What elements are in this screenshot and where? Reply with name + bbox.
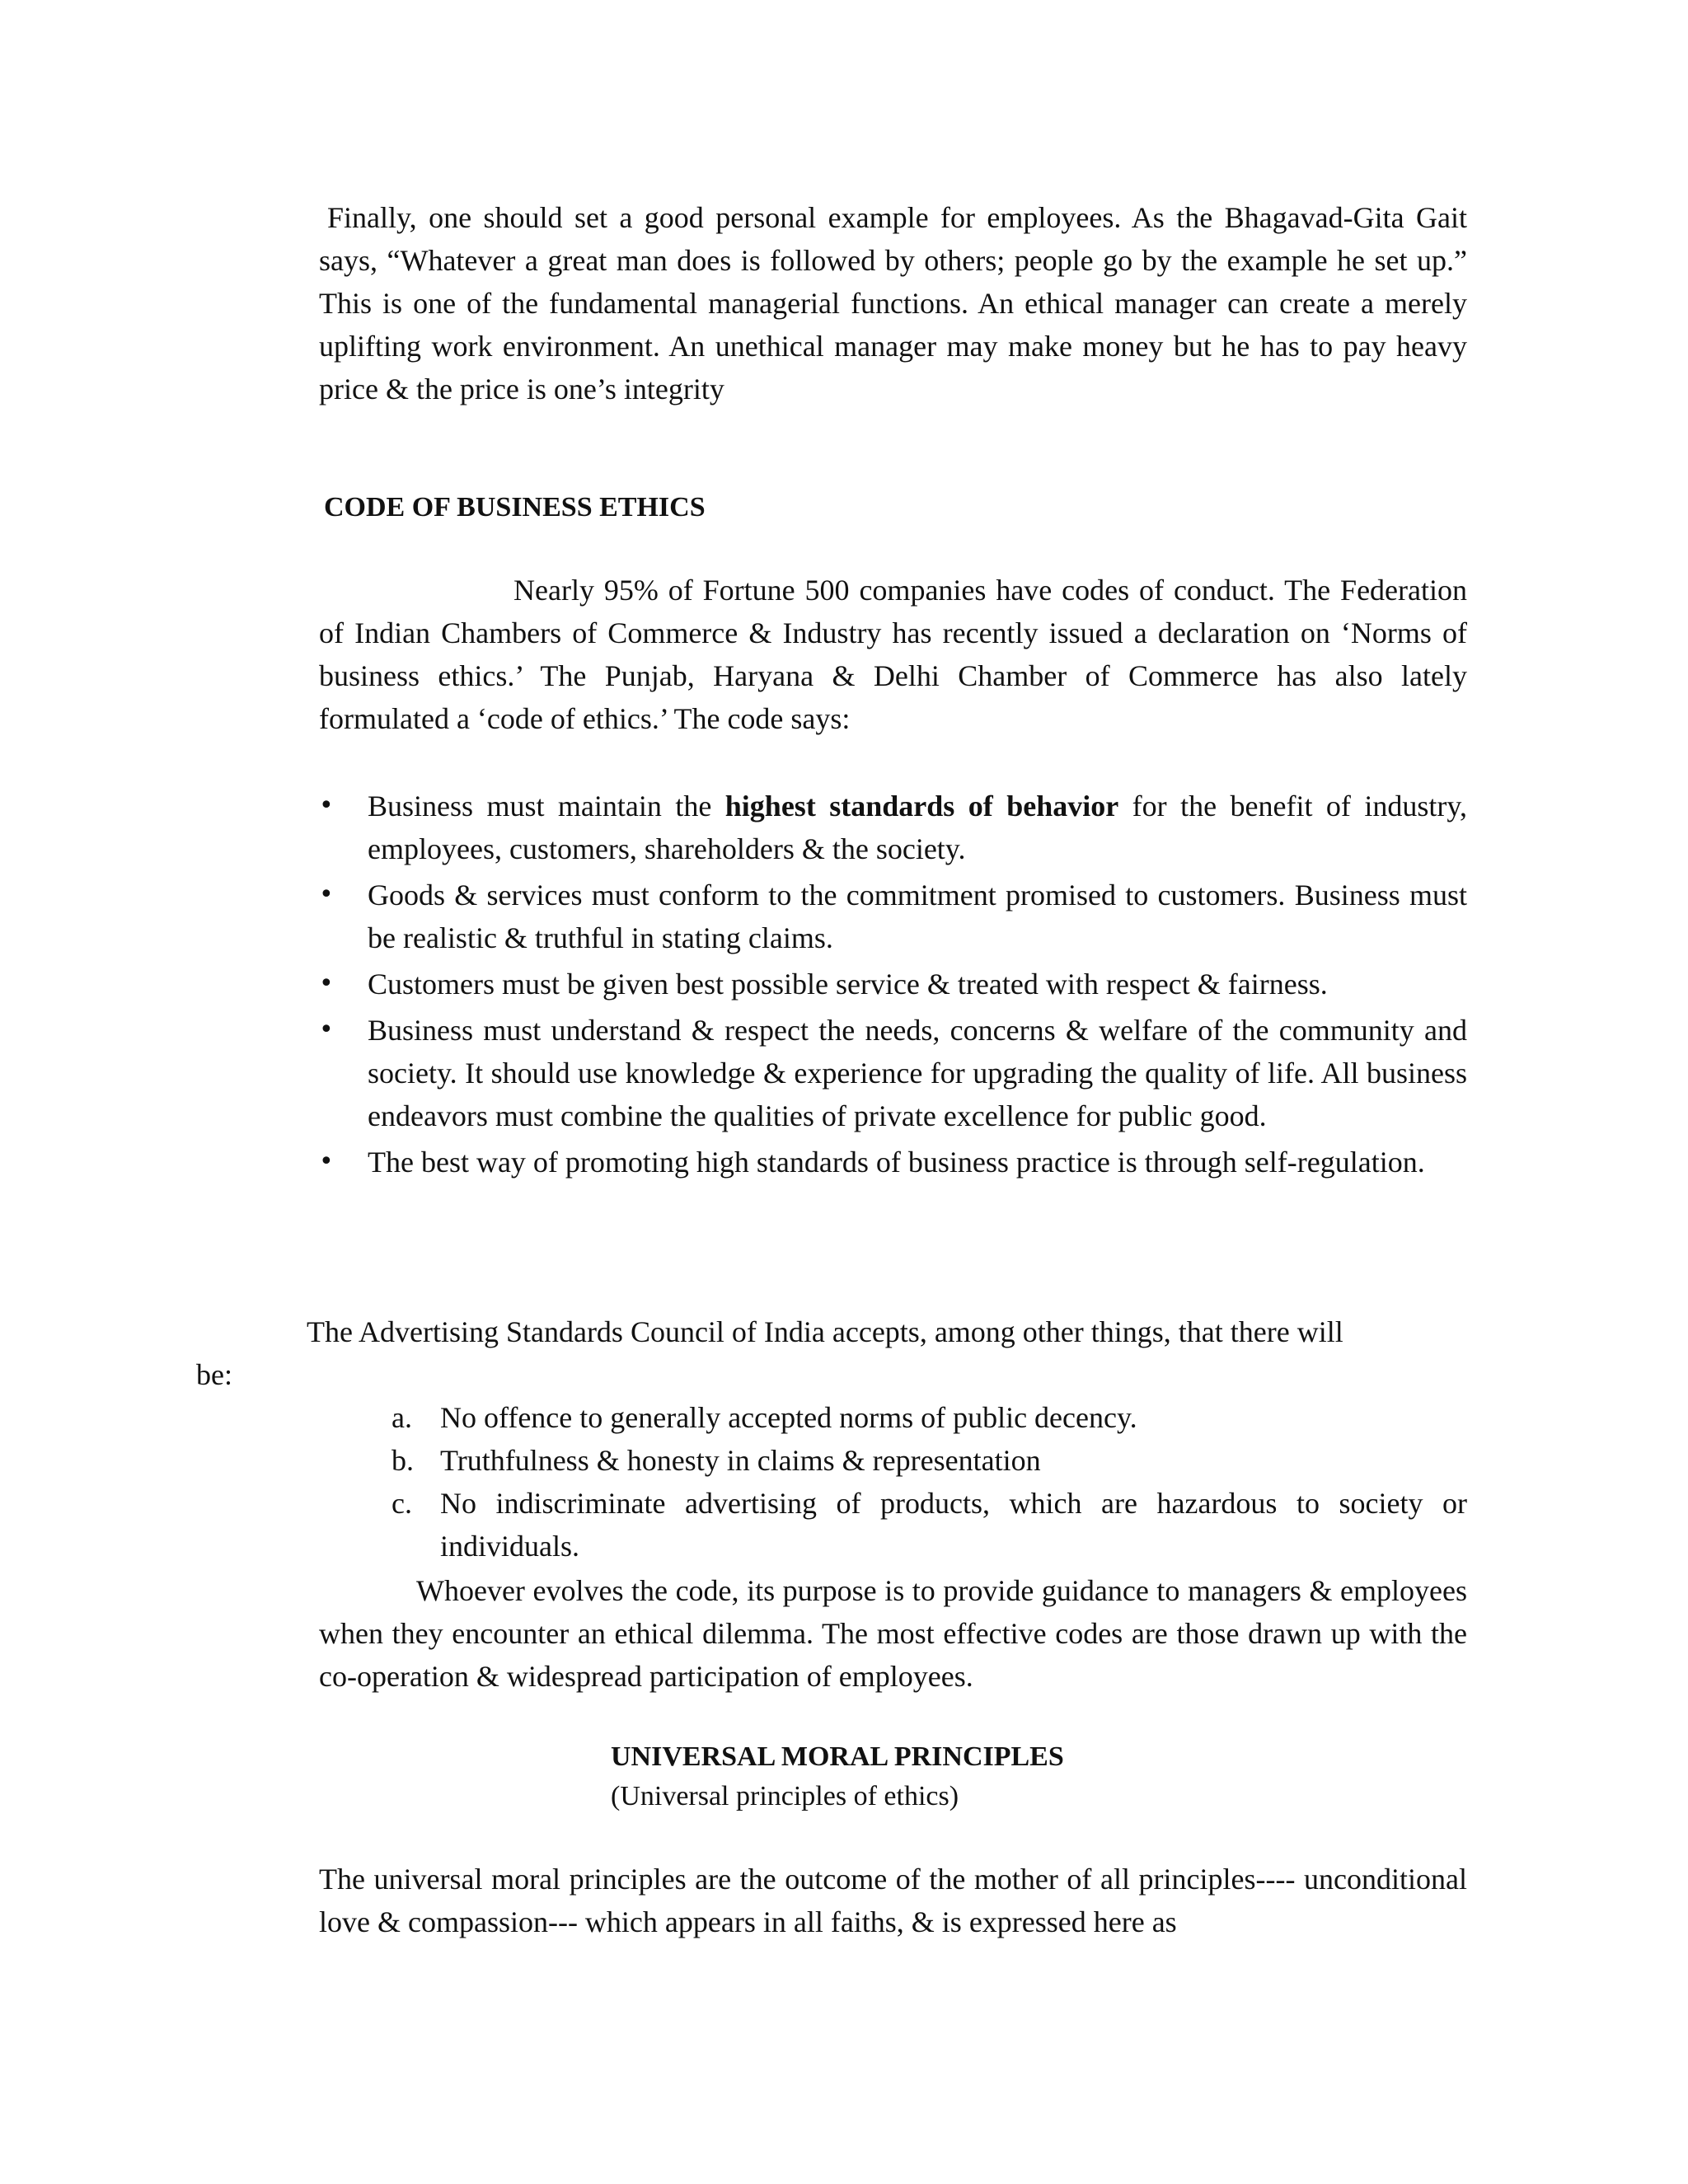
paragraph-codes-of-conduct: Nearly 95% of Fortune 500 companies have codes of conduct. The Federation of Indian Chambers of Commerce & Industry has recently issued a declaration on ‘Norms of business ethics.’ The Punjab, Haryana & Delhi Chamber of Commerce has also lately formulated a ‘code of ethics.’ The code says: — [319, 574, 1467, 735]
bullet-marker: • — [319, 969, 334, 998]
section-heading-universal-moral-principles: UNIVERSAL MORAL PRINCIPLES — [611, 1741, 1064, 1772]
bullet-marker: • — [319, 1147, 334, 1176]
bullet-text: Customers must be given best possible service & treated with respect & fairness. — [368, 968, 1328, 1001]
advertising-alpha-list — [392, 1396, 1467, 1568]
bullet-text: Goods & services must conform to the commitment promised to customers. Business must be realistic & truthful in stating claims. — [368, 879, 1467, 954]
list-item — [392, 1396, 1467, 1439]
list-item — [319, 963, 1467, 1005]
section-heading-code-of-business-ethics: CODE OF BUSINESS ETHICS — [324, 492, 706, 523]
paragraph-leadership-example: Finally, one should set a good personal example for employees. As the Bhagavad-Gita Gait says, “Whatever a great man does is followed by others; people go by the example he set up.” This is one of the fundamental managerial functions. An ethical manager can create a merely uplifting work environment. An unethical manager may make money but he has to pay heavy price & the price is one’s integrity — [319, 201, 1467, 405]
paragraph-advertising-council: The Advertising Standards Council of India accepts, among other things, that there will — [307, 1315, 1343, 1348]
bullet-text-part: for the benefit of industry, employees, customers, shareholders & the society. — [368, 790, 1468, 865]
list-marker: a. — [392, 1401, 412, 1434]
bullet-text-part: Business must maintain the — [368, 790, 725, 823]
bullet-marker: • — [319, 1015, 334, 1044]
bullet-marker: • — [319, 791, 334, 820]
bullet-text: Business must understand & respect the needs, concerns & welfare of the community and society. It should use knowledge & experience for upgrading the quality of life. All business endeavors must combine the qualities of private excellence for public good. — [368, 1014, 1467, 1132]
list-item — [319, 874, 1467, 959]
bullet-text: The best way of promoting high standards of business practice is through self-regulation. — [368, 1146, 1425, 1179]
paragraph-code-purpose: Whoever evolves the code, its purpose is to provide guidance to managers & employees when they encounter an ethical dilemma. The most effective codes are those drawn up with the co-operation & widespread participation of employees. — [319, 1574, 1467, 1693]
list-item — [392, 1482, 1467, 1568]
list-item-text: Truthfulness & honesty in claims & representation — [440, 1444, 1041, 1477]
paragraph-universal-principles: The universal moral principles are the outcome of the mother of all principles---- unconditional love & compassion--- which appears in all faiths, & is expressed here as — [319, 1863, 1467, 1938]
list-item — [319, 1009, 1467, 1137]
ethics-code-bullet-list — [319, 785, 1467, 1187]
bullet-marker: • — [319, 880, 334, 909]
paragraph-advertising-council-tail: be: — [196, 1358, 232, 1391]
list-item — [319, 1141, 1467, 1183]
bullet-bold-phrase: highest standards of behavior — [724, 790, 1119, 823]
list-item — [319, 785, 1467, 870]
list-item — [392, 1439, 1467, 1482]
list-marker: c. — [392, 1487, 412, 1520]
list-item-text: No indiscriminate advertising of products, which are hazardous to society or individuals. — [440, 1487, 1467, 1563]
list-item-text: No offence to generally accepted norms of public decency. — [440, 1401, 1137, 1434]
list-marker: b. — [392, 1444, 414, 1477]
section-subheading: (Universal principles of ethics) — [611, 1781, 959, 1811]
